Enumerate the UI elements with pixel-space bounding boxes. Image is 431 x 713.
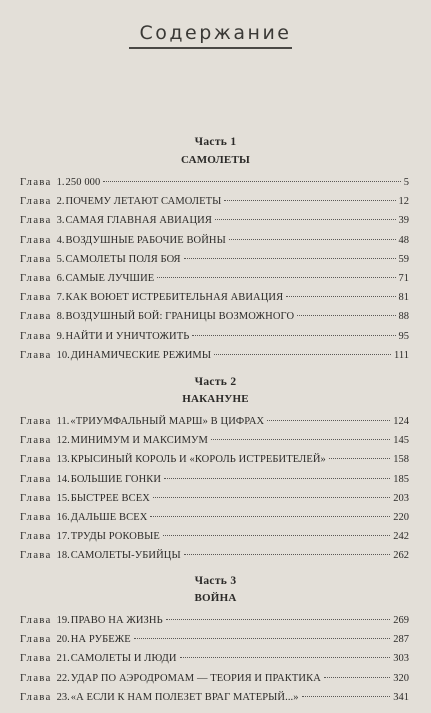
chapter-number: 9. [56, 330, 65, 342]
toc-entry [20, 292, 409, 308]
toc-entry [20, 177, 409, 193]
chapter-number: 22. [56, 672, 70, 684]
page-number: 341 [393, 691, 409, 703]
toc-entry [20, 474, 409, 490]
page-number: 287 [393, 634, 409, 646]
chapter-prefix: Глава [20, 672, 52, 684]
chapter-title: ДАЛЬШЕ ВСЕХ [70, 512, 148, 523]
chapter-number: 5. [56, 253, 65, 265]
chapter-number: 17. [56, 531, 70, 543]
chapter-prefix: Глава [20, 292, 52, 304]
chapter-prefix: Глава [20, 311, 52, 323]
chapter-title: ТРУДЫ РОКОВЫЕ [70, 531, 160, 543]
toc-entry [20, 273, 409, 289]
page-number: 303 [393, 653, 409, 665]
chapter-number: 1. [56, 177, 65, 188]
dot-leader [164, 478, 390, 479]
toc-entry [20, 331, 409, 347]
page-number: 5 [403, 177, 409, 188]
chapter-prefix: Глава [20, 196, 52, 208]
chapter-prefix: Глава [20, 215, 52, 227]
toc-entry [20, 435, 409, 451]
page-number: 242 [393, 531, 409, 543]
chapter-title: ВОЗДУШНЫЙ БОЙ: ГРАНИЦЫ ВОЗМОЖНОГО [65, 311, 295, 323]
chapter-title: МИНИМУМ И МАКСИМУМ [70, 435, 208, 447]
toc-entry [20, 493, 409, 509]
dot-leader [134, 638, 390, 639]
toc-entry [20, 673, 409, 689]
toc-entry [20, 550, 409, 566]
page-number: 124 [393, 416, 409, 427]
chapter-number: 2. [56, 196, 65, 208]
toc-entry [20, 416, 409, 432]
dot-leader [192, 335, 395, 336]
page-number: 71 [398, 273, 409, 284]
chapter-title: НА РУБЕЖЕ [70, 634, 131, 646]
chapter-number: 21. [56, 653, 70, 665]
toc-entry [20, 311, 409, 327]
toc-entry [20, 512, 409, 528]
page-number: 269 [393, 615, 409, 626]
page-number: 111 [394, 349, 409, 361]
chapter-title: КРЫСИНЫЙ КОРОЛЬ И «КОРОЛЬ ИСТРЕБИТЕЛЕЙ» [70, 454, 326, 466]
dot-leader [214, 354, 391, 355]
part-label: Часть 3 [194, 575, 237, 587]
page-number: 203 [393, 492, 409, 504]
dot-leader [103, 181, 400, 182]
toc-entry [20, 235, 409, 251]
toc-entry [20, 615, 409, 631]
chapter-number: 19. [56, 615, 70, 626]
page-number: 95 [398, 330, 409, 342]
page-number: 39 [398, 215, 409, 227]
chapter-title: ПРАВО НА ЖИЗНЬ [70, 615, 163, 626]
dot-leader [166, 619, 391, 620]
chapter-prefix: Глава [20, 653, 52, 665]
toc-entry [20, 215, 409, 231]
chapter-title: «А ЕСЛИ К НАМ ПОЛЕЗЕТ ВРАГ МАТЕРЫЙ...» [70, 691, 299, 703]
dot-leader [224, 200, 395, 201]
chapter-number: 13. [56, 454, 70, 466]
page-number: 88 [398, 311, 409, 323]
chapter-prefix: Глава [20, 615, 52, 626]
toc-entry [20, 454, 409, 470]
part-title: НАКАНУНЕ [182, 393, 249, 405]
chapter-title: «ТРИУМФАЛЬНЫЙ МАРШ» В ЦИФРАХ [70, 416, 265, 427]
dot-leader [211, 439, 390, 440]
dot-leader [180, 657, 391, 658]
chapter-number: 11. [56, 416, 70, 427]
chapter-prefix: Глава [20, 177, 52, 188]
part-label: Часть 2 [194, 376, 237, 388]
chapter-title: ПОЧЕМУ ЛЕТАЮТ САМОЛЕТЫ [65, 196, 222, 208]
chapter-title: ВОЗДУШНЫЕ РАБОЧИЕ ВОЙНЫ [65, 234, 226, 246]
chapter-title: ДИНАМИЧЕСКИЕ РЕЖИМЫ [70, 349, 212, 361]
chapter-number: 18. [56, 550, 70, 562]
chapter-title: САМАЯ ГЛАВНАЯ АВИАЦИЯ [65, 215, 212, 227]
page-number: 158 [393, 454, 409, 466]
toc-entry [20, 196, 409, 212]
dot-leader [184, 554, 391, 555]
dot-leader [297, 315, 395, 316]
chapter-number: 23. [56, 691, 70, 703]
title-underline [129, 47, 292, 49]
chapter-title: САМОЛЕТЫ-УБИЙЦЫ [70, 550, 181, 562]
chapter-title: САМОЛЕТЫ ПОЛЯ БОЯ [65, 253, 181, 265]
chapter-prefix: Глава [20, 454, 52, 466]
page-number: 320 [393, 672, 409, 684]
page-number: 12 [398, 196, 409, 208]
part-label: Часть 1 [194, 136, 237, 148]
dot-leader [163, 535, 390, 536]
chapter-title: САМЫЕ ЛУЧШИЕ [65, 273, 155, 284]
toc-entry [20, 653, 409, 669]
dot-leader [157, 277, 395, 278]
chapter-prefix: Глава [20, 531, 52, 543]
chapter-number: 15. [56, 492, 70, 504]
dot-leader [184, 258, 396, 259]
dot-leader [150, 516, 390, 517]
toc-entry [20, 692, 409, 708]
dot-leader [215, 219, 396, 220]
chapter-prefix: Глава [20, 550, 52, 562]
chapter-title: БОЛЬШИЕ ГОНКИ [70, 473, 162, 485]
chapter-prefix: Глава [20, 691, 52, 703]
page-number: 48 [398, 234, 409, 246]
chapter-prefix: Глава [20, 435, 52, 447]
part-title: ВОЙНА [194, 592, 237, 604]
chapter-title: НАЙТИ И УНИЧТОЖИТЬ [65, 330, 190, 342]
chapter-prefix: Глава [20, 473, 52, 485]
chapter-number: 14. [56, 473, 70, 485]
dot-leader [324, 677, 390, 678]
page-title: Содержание [139, 22, 292, 44]
chapter-number: 12. [56, 435, 70, 447]
chapter-number: 4. [56, 234, 65, 246]
dot-leader [329, 458, 390, 459]
chapter-title: 250 000 [65, 177, 101, 188]
dot-leader [153, 497, 390, 498]
chapter-prefix: Глава [20, 512, 52, 523]
chapter-title: САМОЛЕТЫ И ЛЮДИ [70, 653, 177, 665]
chapter-prefix: Глава [20, 234, 52, 246]
chapter-number: 6. [56, 273, 65, 284]
toc-entry [20, 350, 409, 366]
toc-entry [20, 254, 409, 270]
chapter-title: БЫСТРЕЕ ВСЕХ [70, 492, 150, 504]
chapter-title: УДАР ПО АЭРОДРОМАМ — ТЕОРИЯ И ПРАКТИКА [70, 672, 321, 684]
chapter-prefix: Глава [20, 492, 52, 504]
chapter-number: 3. [56, 215, 65, 227]
page-number: 59 [398, 253, 409, 265]
part-title: САМОЛЕТЫ [180, 154, 250, 166]
page-number: 145 [393, 435, 409, 447]
chapter-title: КАК ВОЮЕТ ИСТРЕБИТЕЛЬНАЯ АВИАЦИЯ [65, 292, 284, 304]
chapter-prefix: Глава [20, 273, 52, 284]
dot-leader [302, 696, 391, 697]
chapter-prefix: Глава [20, 330, 52, 342]
chapter-prefix: Глава [20, 349, 52, 361]
page-number: 220 [393, 512, 409, 523]
chapter-number: 10. [56, 349, 70, 361]
toc-entry [20, 531, 409, 547]
chapter-number: 8. [56, 311, 65, 323]
dot-leader [286, 296, 395, 297]
chapter-number: 20. [56, 634, 70, 646]
page-number: 81 [398, 292, 409, 304]
chapter-number: 7. [56, 292, 65, 304]
chapter-prefix: Глава [20, 416, 52, 427]
dot-leader [267, 420, 390, 421]
chapter-prefix: Глава [20, 253, 52, 265]
page-number: 262 [393, 550, 409, 562]
chapter-prefix: Глава [20, 634, 52, 646]
page-number: 185 [393, 473, 409, 485]
chapter-number: 16. [56, 512, 70, 523]
toc-entry [20, 634, 409, 650]
dot-leader [229, 239, 396, 240]
